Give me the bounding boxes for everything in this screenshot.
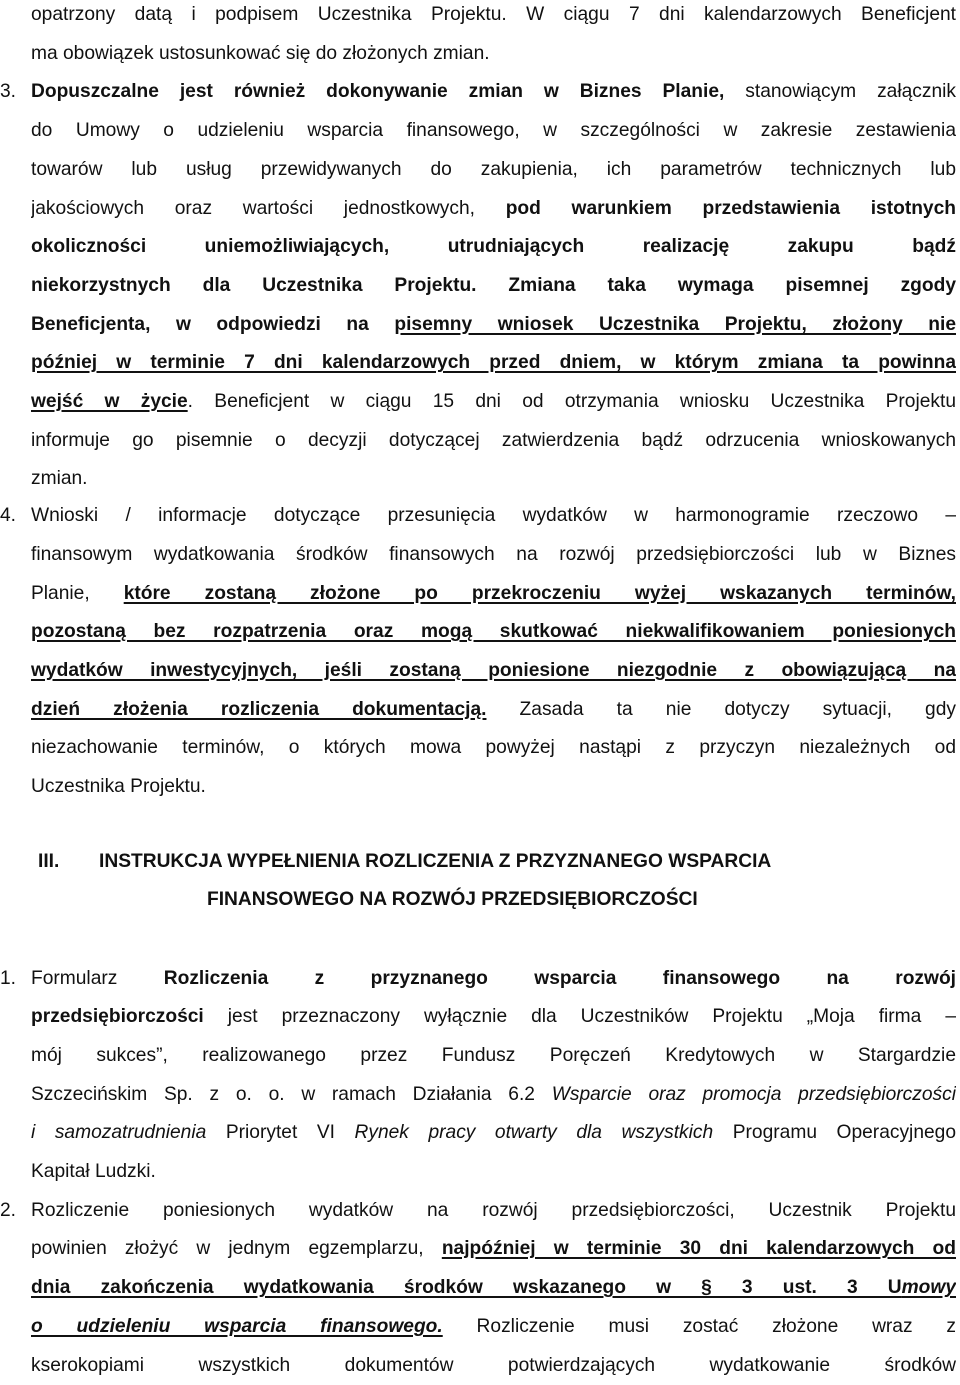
paragraph-line: kserokopiami wszystkich dokumentów potwierdzających wydatkowanie środków [31,1347,956,1385]
paragraph-line: zmian. [31,460,956,499]
section-title-line1: INSTRUKCJA WYPEŁNIENIA ROZLICZENIA Z PRZYZNANEGO WSPARCIA [99,843,771,881]
section-number: III. [38,843,59,881]
paragraph-line: ma obowiązek ustosunkować się do złożonych zmian. [31,35,956,74]
paragraph-line: Planie, które zostaną złożone po przekroczeniu wyżej wskazanych terminów, [31,575,956,614]
paragraph-line: Uczestnika Projektu. [31,768,956,807]
paragraph-line: Formularz Rozliczenia z przyznanego wsparcia finansowego na rozwój [31,960,956,999]
list-number: 2. [0,1192,31,1231]
list-number: 1. [0,960,31,999]
paragraph-line: niezachowanie terminów, o których mowa powyżej nastąpi z przyczyn niezależnych od [31,729,956,768]
paragraph-line: później w terminie 7 dni kalendarzowych przed dniem, w którym zmiana ta powinna [31,344,956,383]
paragraph-number: 4. [0,497,31,536]
paragraph-line: Beneficjenta, w odpowiedzi na pisemny wniosek Uczestnika Projektu, złożony nie [31,306,956,345]
paragraph-line: niekorzystnych dla Uczestnika Projektu. Zmiana taka wymaga pisemnej zgody [31,267,956,306]
paragraph-line: Kapitał Ludzki. [31,1153,956,1192]
paragraph-line: dnia zakończenia wydatkowania środków wskazanego w § 3 ust. 3 Umowy [31,1269,956,1308]
paragraph-line: jakościowych oraz wartości jednostkowych, pod warunkiem przedstawienia istotnych [31,190,956,229]
paragraph-line: Rozliczenie poniesionych wydatków na rozwój przedsiębiorczości, Uczestnik Projektu [31,1192,956,1231]
paragraph-line: finansowym wydatkowania środków finansowych na rozwój przedsiębiorczości lub w Biznes [31,536,956,575]
section-title-line2: FINANSOWEGO NA ROZWÓJ PRZEDSIĘBIORCZOŚCI [207,881,698,919]
paragraph-line: pozostaną bez rozpatrzenia oraz mogą skutkować niekwalifikowaniem poniesionych [31,613,956,652]
paragraph-line: mój sukces”, realizowanego przez Fundusz Poręczeń Kredytowych w Stargardzie [31,1037,956,1076]
paragraph-line: powinien złożyć w jednym egzemplarzu, najpóźniej w terminie 30 dni kalendarzowych od [31,1230,956,1269]
paragraph-line: Wnioski / informacje dotyczące przesunięcia wydatków w harmonogramie rzeczowo – [31,497,956,536]
paragraph-number: 3. [0,73,31,112]
paragraph-line: Szczecińskim Sp. z o. o. w ramach Działania 6.2 Wsparcie oraz promocja przedsiębiorczości [31,1076,956,1115]
paragraph-line: okoliczności uniemożliwiających, utrudniających realizację zakupu bądź [31,228,956,267]
paragraph-line: przedsiębiorczości jest przeznaczony wyłącznie dla Uczestników Projektu „Moja firma – [31,998,956,1037]
paragraph-line: wejść w życie. Beneficjent w ciągu 15 dni od otrzymania wniosku Uczestnika Projektu [31,383,956,422]
paragraph-line: dzień złożenia rozliczenia dokumentacją. Zasada ta nie dotyczy sytuacji, gdy [31,691,956,730]
paragraph-line: Dopuszczalne jest również dokonywanie zmian w Biznes Planie, stanowiącym załącznik [31,73,956,112]
paragraph-line: informuje go pisemnie o decyzji dotyczącej zatwierdzenia bądź odrzucenia wnioskowanych [31,422,956,461]
paragraph-line: do Umowy o udzieleniu wsparcia finansowego, w szczególności w zakresie zestawienia [31,112,956,151]
paragraph-line: wydatków inwestycyjnych, jeśli zostaną poniesione niezgodnie z obowiązującą na [31,652,956,691]
paragraph-line: towarów lub usług przewidywanych do zakupienia, ich parametrów technicznych lub [31,151,956,190]
paragraph-line: o udzieleniu wsparcia finansowego. Rozliczenie musi zostać złożone wraz z [31,1308,956,1347]
paragraph-line: opatrzony datą i podpisem Uczestnika Projektu. W ciągu 7 dni kalendarzowych Beneficjent [31,0,956,35]
paragraph-line: i samozatrudnienia Priorytet VI Rynek pracy otwarty dla wszystkich Programu Operacyjnego [31,1114,956,1153]
